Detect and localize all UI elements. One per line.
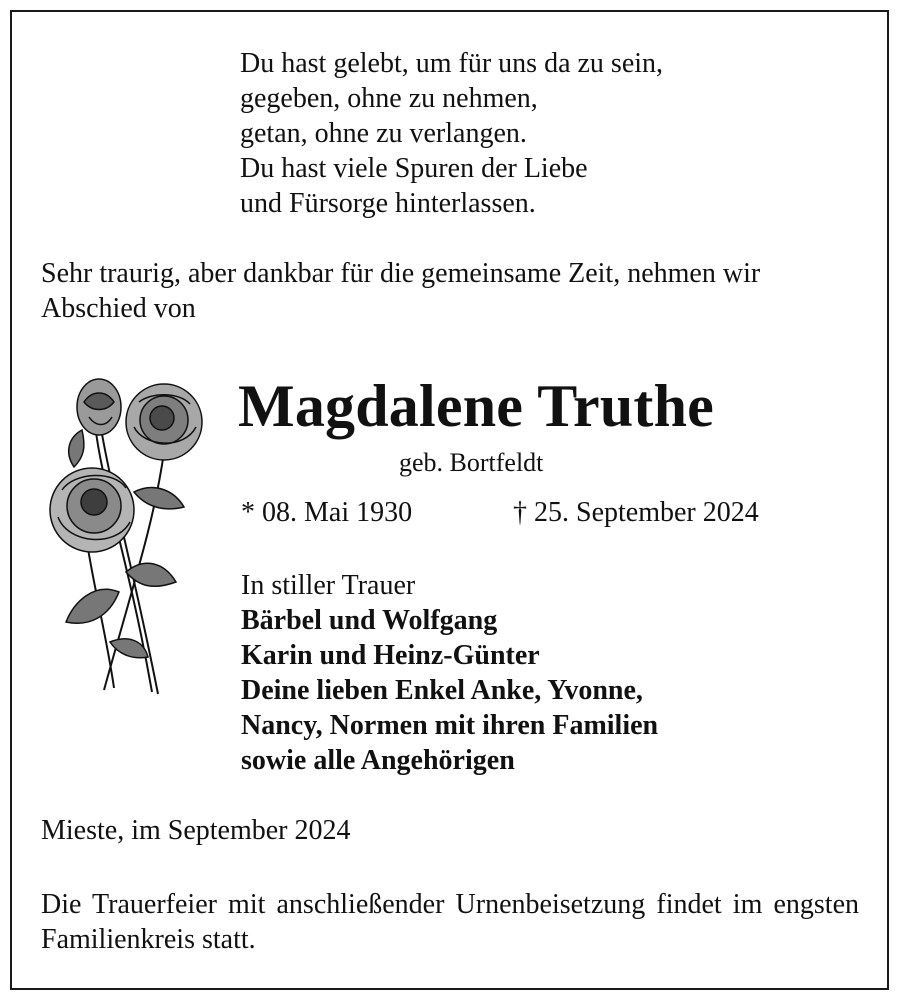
poem: [240, 46, 663, 221]
roses-illustration: [34, 372, 214, 702]
intro-text: Sehr traurig, aber dankbar für die gemeinsame Zeit, nehmen wir Abschied von: [41, 258, 761, 324]
poem-line: gegeben, ohne zu nehmen,: [240, 83, 538, 114]
poem-line: Du hast viele Spuren der Liebe: [240, 153, 588, 184]
mourner-line: Nancy, Normen mit ihren Familien: [241, 710, 659, 741]
death-date: † 25. September 2024: [513, 497, 759, 528]
mourners-heading: In stiller Trauer: [241, 570, 416, 601]
place-date: Mieste, im September 2024: [41, 815, 351, 846]
poem-line: getan, ohne zu verlangen.: [240, 118, 527, 149]
deceased-name: Magdalene Truthe: [238, 373, 714, 439]
funeral-note: Die Trauerfeier mit anschließender Urnenbeisetzung findet im engsten Familienkreis statt.: [41, 889, 859, 955]
mourner-line: Karin und Heinz-Günter: [241, 640, 540, 671]
birth-date: * 08. Mai 1930: [241, 497, 413, 528]
mourner-line: sowie alle Angehörigen: [241, 745, 515, 776]
poem-line: Du hast gelebt, um für uns da zu sein,: [240, 48, 664, 79]
poem-line: und Fürsorge hinterlassen.: [240, 188, 536, 219]
mourner-line: Bärbel und Wolfgang: [241, 605, 498, 636]
mourners: [241, 568, 658, 778]
maiden-name: geb. Bortfeldt: [399, 448, 544, 477]
mourner-line: Deine lieben Enkel Anke, Yvonne,: [241, 675, 643, 706]
